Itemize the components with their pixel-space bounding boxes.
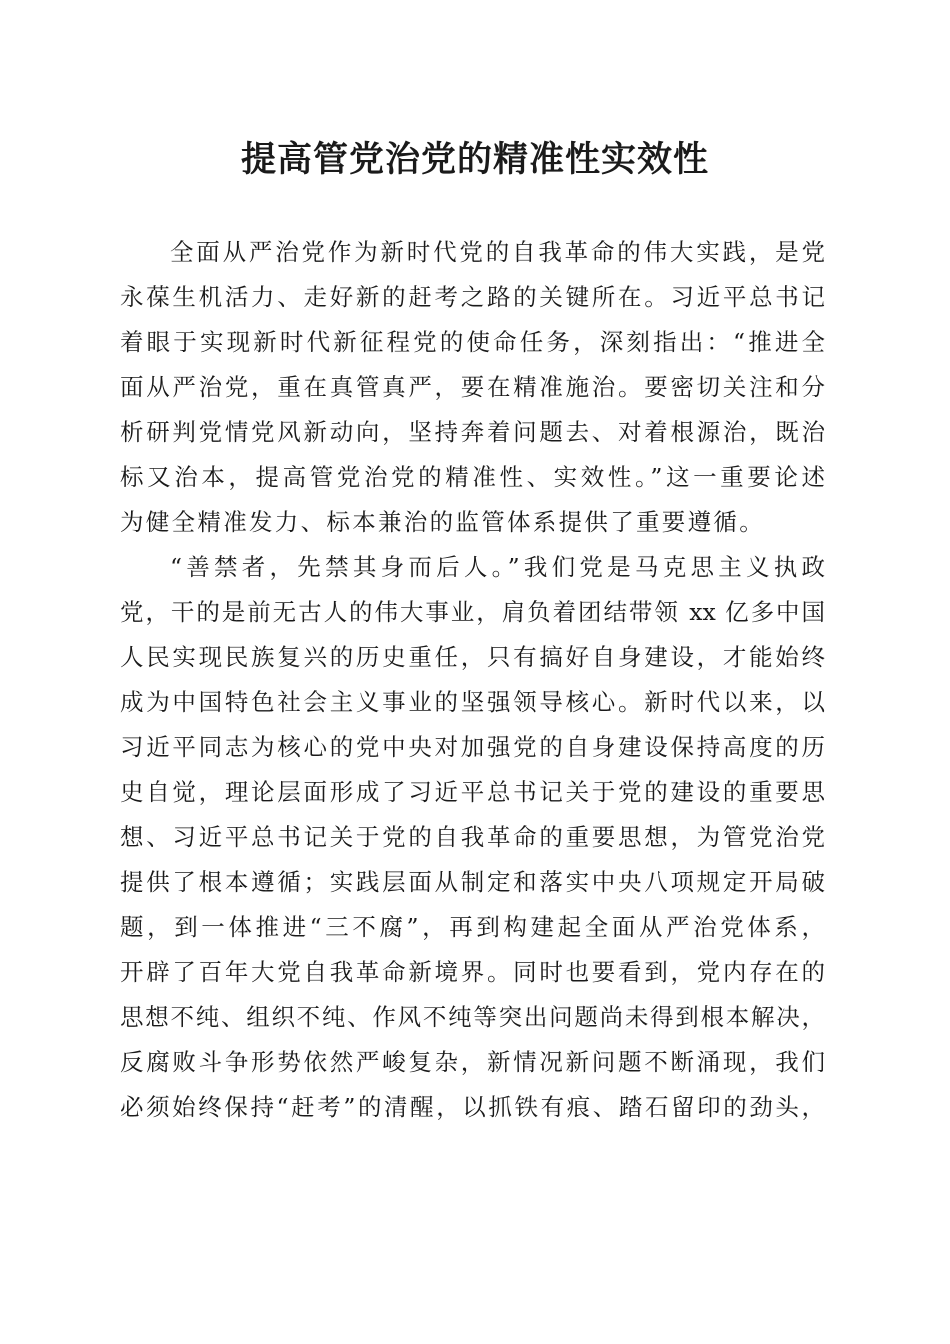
- paragraph-2-line-13: 必须始终保持“赶考”的清醒，以抓铁有痕、踏石留印的劲头，: [120, 1093, 825, 1121]
- paragraph-2-line-2: 党，干的是前无古人的伟大事业，肩负着团结带领 xx 亿多中国: [120, 598, 825, 626]
- paragraph-2-line-4: 成为中国特色社会主义事业的坚强领导核心。新时代以来，以: [120, 688, 825, 716]
- paragraph-2-line-8: 提供了根本遵循；实践层面从制定和落实中央八项规定开局破: [120, 868, 825, 896]
- paragraph-2-line-5: 习近平同志为核心的党中央对加强党的自身建设保持高度的历: [120, 733, 825, 761]
- paragraph-1-line-2: 永葆生机活力、走好新的赶考之路的关键所在。习近平总书记: [120, 283, 825, 311]
- paragraph-2-line-7: 想、习近平总书记关于党的自我革命的重要思想，为管党治党: [120, 823, 825, 851]
- document-title: 提高管党治党的精准性实效性: [240, 139, 709, 180]
- paragraph-2-line-6: 史自觉，理论层面形成了习近平总书记关于党的建设的重要思: [120, 778, 825, 806]
- paragraph-1-line-3: 着眼于实现新时代新征程党的使命任务，深刻指出：“推进全: [120, 328, 825, 356]
- paragraph-2-line-12: 反腐败斗争形势依然严峻复杂，新情况新问题不断涌现，我们: [120, 1048, 825, 1076]
- paragraph-2-line-3: 人民实现民族复兴的历史重任，只有搞好自身建设，才能始终: [120, 643, 825, 671]
- paragraph-1-line-7: 为健全精准发力、标本兼治的监管体系提供了重要遵循。: [120, 508, 765, 536]
- paragraph-1-line-1: 全面从严治党作为新时代党的自我革命的伟大实践，是党: [170, 238, 825, 266]
- paragraph-2-line-1: “善禁者，先禁其身而后人。”我们党是马克思主义执政: [170, 553, 825, 581]
- paragraph-2-line-10: 开辟了百年大党自我革命新境界。同时也要看到，党内存在的: [120, 958, 825, 986]
- paragraph-2-line-11: 思想不纯、组织不纯、作风不纯等突出问题尚未得到根本解决，: [120, 1003, 825, 1031]
- paragraph-1-line-6: 标又治本，提高管党治党的精准性、实效性。”这一重要论述: [120, 463, 825, 491]
- paragraph-1-line-4: 面从严治党，重在真管真严，要在精准施治。要密切关注和分: [120, 373, 825, 401]
- paragraph-1-line-5: 析研判党情党风新动向，坚持奔着问题去、对着根源治，既治: [120, 418, 825, 446]
- paragraph-2-line-9: 题，到一体推进“三不腐”，再到构建起全面从严治党体系，: [120, 913, 825, 941]
